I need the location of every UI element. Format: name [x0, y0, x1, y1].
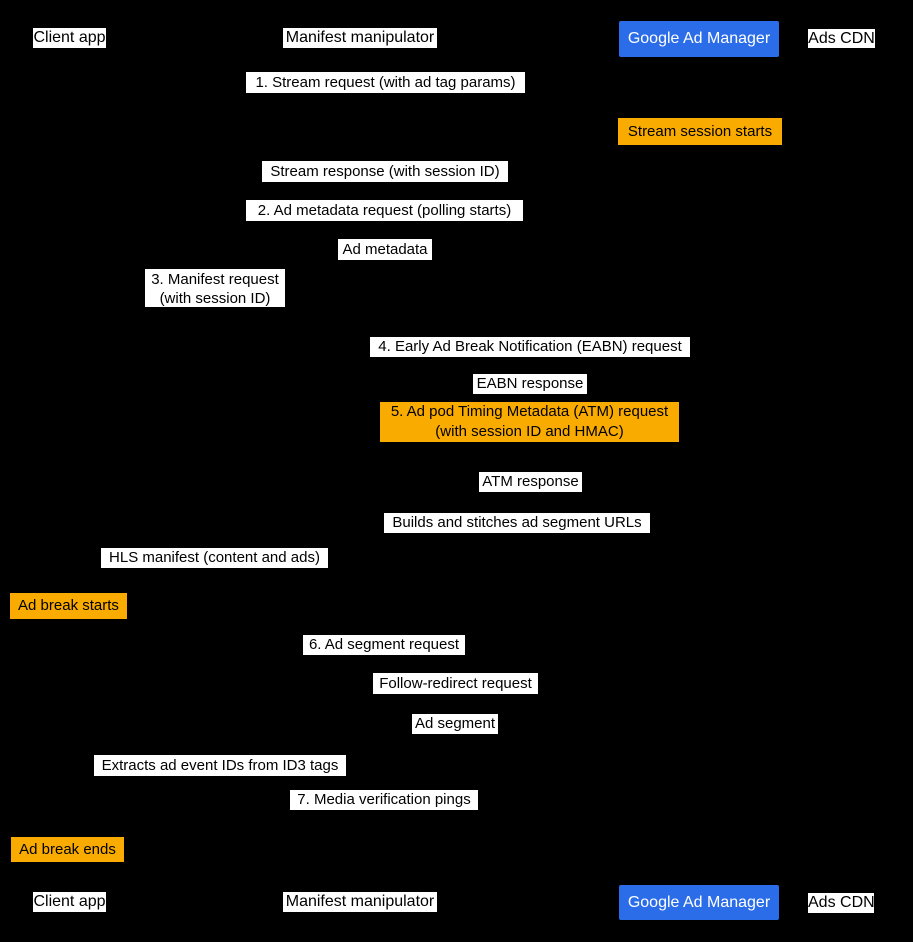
- message-line: (with session ID): [159, 290, 271, 307]
- message-stream-response: Stream response (with session ID): [262, 161, 508, 182]
- message-line: 3. Manifest request: [151, 271, 279, 288]
- participant-manifest-manipulator-top: Manifest manipulator: [283, 28, 437, 48]
- participant-ads-cdn-bottom: Ads CDN: [808, 894, 875, 911]
- message-eabn-request: 4. Early Ad Break Notification (EABN) request: [370, 337, 690, 357]
- message-builds-and-stitches: Builds and stitches ad segment URLs: [384, 513, 650, 533]
- participant-client-app-bottom: Client app: [33, 893, 106, 910]
- note-stream-session-starts: Stream session starts: [618, 118, 782, 145]
- message-ad-metadata-request: 2. Ad metadata request (polling starts): [246, 200, 523, 221]
- message-hls-manifest: HLS manifest (content and ads): [101, 548, 328, 568]
- message-manifest-request: [145, 269, 285, 307]
- participant-ads-cdn-top: Ads CDN: [808, 30, 875, 47]
- message-eabn-response: EABN response: [473, 374, 587, 394]
- message-ad-segment: Ad segment: [412, 714, 498, 734]
- note-ad-break-ends: Ad break ends: [11, 837, 124, 862]
- message-stream-request: 1. Stream request (with ad tag params): [246, 72, 525, 93]
- message-extracts-ad-event-ids: Extracts ad event IDs from ID3 tags: [94, 755, 346, 776]
- participant-google-ad-manager-top: Google Ad Manager: [619, 21, 779, 57]
- note-line: (with session ID and HMAC): [435, 423, 624, 440]
- message-ad-segment-request: 6. Ad segment request: [303, 635, 465, 655]
- participant-client-app-top: Client app: [33, 29, 106, 46]
- participant-google-ad-manager-bottom: Google Ad Manager: [619, 885, 779, 920]
- message-media-verification-pings: 7. Media verification pings: [290, 790, 478, 810]
- note-line: 5. Ad pod Timing Metadata (ATM) request: [390, 403, 669, 420]
- note-ad-break-starts: Ad break starts: [10, 593, 127, 619]
- message-atm-response: ATM response: [479, 472, 582, 492]
- participant-manifest-manipulator-bottom: Manifest manipulator: [283, 892, 437, 912]
- message-ad-metadata: Ad metadata: [338, 239, 432, 260]
- message-follow-redirect-request: Follow-redirect request: [373, 673, 538, 694]
- note-atm-request: [380, 402, 679, 442]
